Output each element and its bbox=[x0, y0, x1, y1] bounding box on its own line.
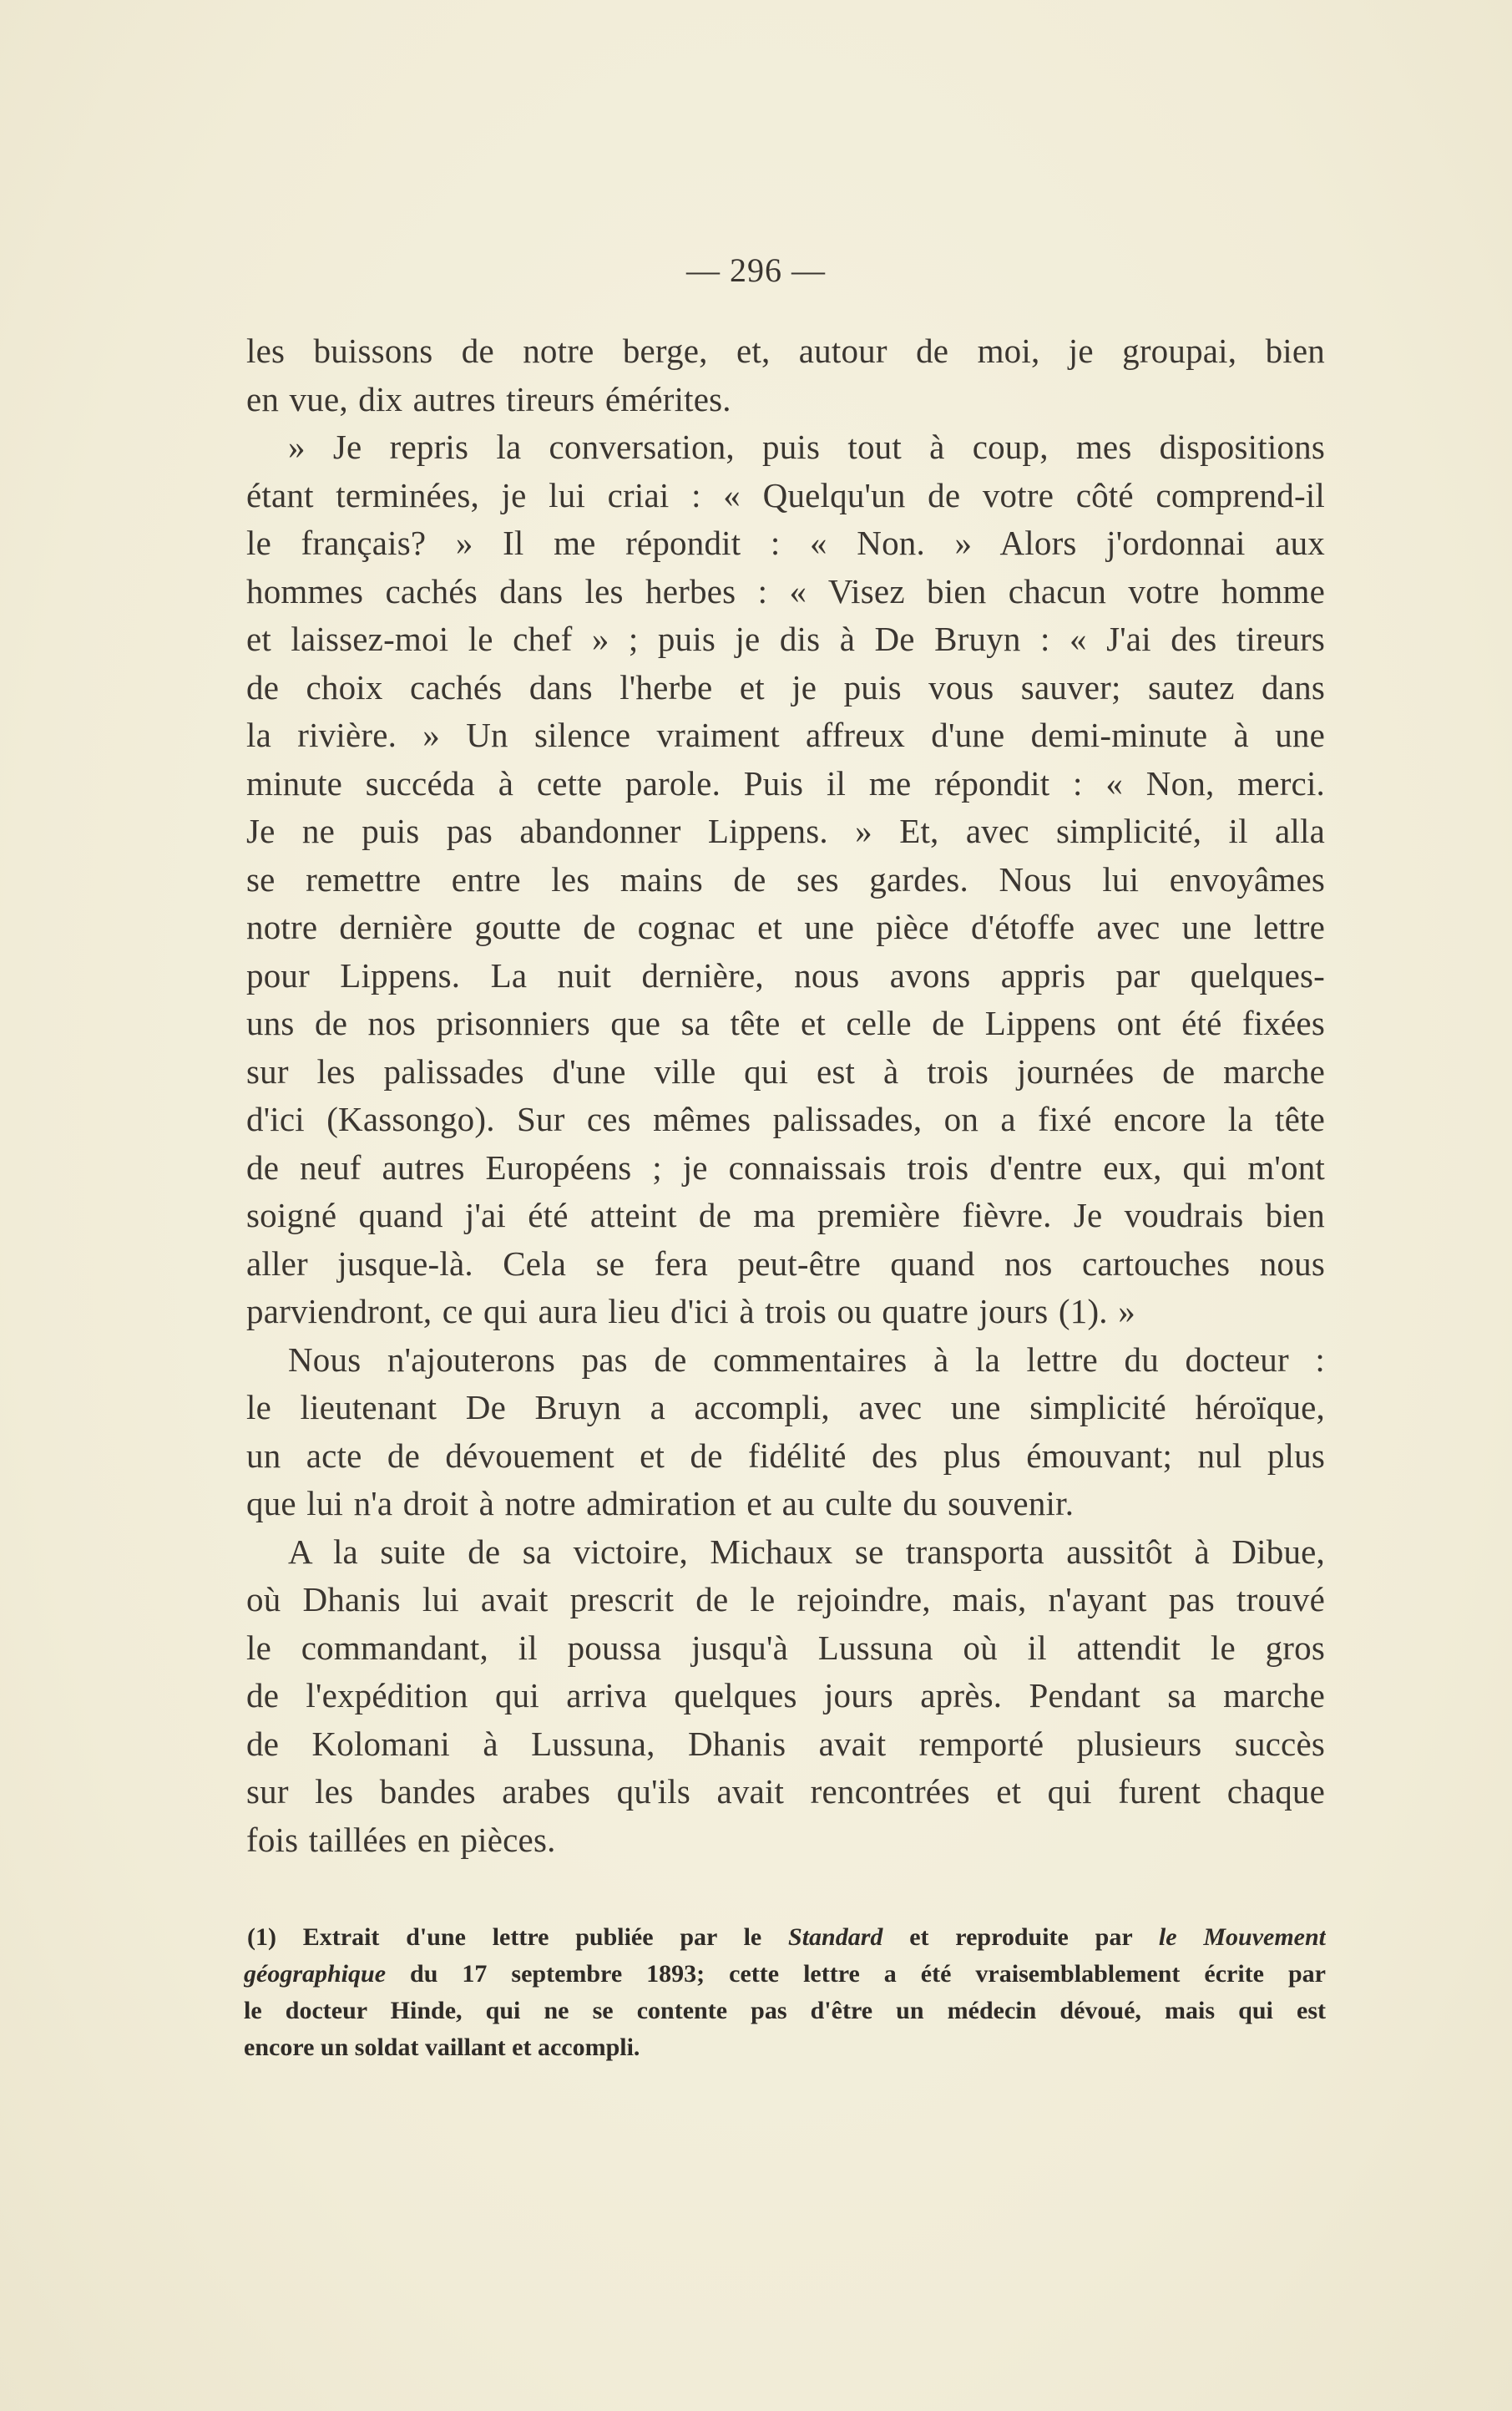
text-line: que lui n'a droit à notre admiration et au culte du souvenir. bbox=[246, 1484, 1075, 1522]
text-line: où Dhanis lui avait prescrit de le rejoindre, mais, n'ayant pas trouvé bbox=[246, 1580, 1325, 1618]
text-line: Nous n'ajouterons pas de commentaires à la lettre du docteur : bbox=[288, 1340, 1325, 1379]
text-line: minute succéda à cette parole. Puis il me répondit : « Non, merci. bbox=[246, 763, 1325, 803]
text-line: notre dernière goutte de cognac et une pièce d'étoffe avec une lettre bbox=[246, 908, 1325, 946]
text-line: et laissez-moi le chef » ; puis je dis à De Bruyn : « J'ai des tireurs bbox=[246, 620, 1325, 658]
footnote-line bbox=[244, 2029, 1326, 2066]
footnote-text: du 17 septembre 1893; cette lettre a été vraisemblablement écrite par bbox=[386, 1960, 1326, 1988]
text-line: sur les bandes arabes qu'ils avait rencontrées et qui furent chaque bbox=[246, 1772, 1325, 1811]
italic-title: le Mouvement bbox=[1158, 1923, 1326, 1951]
footnote-line bbox=[244, 1956, 1326, 1993]
text-line: étant terminées, je lui criai : « Quelqu'un de votre côté comprend-il bbox=[246, 475, 1325, 514]
text-line: en vue, dix autres tireurs émérites. bbox=[246, 379, 731, 418]
text-line: le commandant, il poussa jusqu'à Lussuna où il attendit le gros bbox=[246, 1628, 1325, 1667]
text-line: de neuf autres Européens ; je connaissais trois d'entre eux, qui m'ont bbox=[246, 1147, 1325, 1187]
footnote-text: et reproduite par bbox=[882, 1923, 1159, 1951]
text-line: le lieutenant De Bruyn a accompli, avec une simplicité héroïque, bbox=[246, 1388, 1325, 1426]
footnote-text: le docteur Hinde, qui ne se contente pas d'être un médecin dévoué, mais qui est bbox=[244, 1997, 1326, 2024]
text-line: uns de nos prisonniers que sa tête et celle de Lippens ont été fixées bbox=[246, 1004, 1325, 1042]
text-line: la rivière. » Un silence vraiment affreux d'une demi-minute à une bbox=[246, 716, 1325, 754]
text-line: aller jusque-là. Cela se fera peut-être quand nos cartouches nous bbox=[246, 1243, 1325, 1283]
footnote bbox=[244, 1919, 1326, 2066]
text-line: les buissons de notre berge, et, autour de moi, je groupai, bien bbox=[246, 332, 1325, 370]
text-line: parviendront, ce qui aura lieu d'ici à trois ou quatre jours (1). » bbox=[246, 1292, 1135, 1330]
text-line: d'ici (Kassongo). Sur ces mêmes palissades, on a fixé encore la tête bbox=[246, 1100, 1325, 1138]
text-line: Je ne puis pas abandonner Lippens. » Et, avec simplicité, il alla bbox=[246, 812, 1325, 850]
text-line: fois taillées en pièces. bbox=[246, 1820, 556, 1859]
page-number: — 296 — bbox=[686, 251, 826, 289]
text-line: un acte de dévouement et de fidélité des plus émouvant; nul plus bbox=[246, 1436, 1325, 1475]
footnote-line bbox=[244, 1993, 1326, 2029]
footnote-text: (1) Extrait d'une lettre publiée par le bbox=[247, 1923, 789, 1951]
text-line: le français? » Il me répondit : « Non. » Alors j'ordonnai aux bbox=[246, 524, 1325, 562]
text-line: se remettre entre les mains de ses gardes. Nous lui envoyâmes bbox=[246, 859, 1325, 899]
text-line: soigné quand j'ai été atteint de ma première fièvre. Je voudrais bien bbox=[246, 1196, 1325, 1234]
text-line: de l'expédition qui arriva quelques jours après. Pendant sa marche bbox=[246, 1676, 1325, 1715]
text-line: sur les palissades d'une ville qui est à trois journées de marche bbox=[246, 1051, 1325, 1091]
italic-title: Standard bbox=[788, 1923, 883, 1951]
text-line: » Je repris la conversation, puis tout à coup, mes dispositions bbox=[288, 428, 1325, 466]
footnote-line bbox=[244, 1919, 1326, 1956]
text-line: A la suite de sa victoire, Michaux se transporta aussitôt à Dibue, bbox=[288, 1532, 1325, 1571]
text-line: de choix cachés dans l'herbe et je puis vous sauver; sautez dans bbox=[246, 667, 1325, 707]
text-line: pour Lippens. La nuit dernière, nous avons appris par quelques- bbox=[246, 955, 1325, 995]
body-text bbox=[246, 327, 1325, 1864]
footnote-text: encore un soldat vaillant et accompli. bbox=[244, 2034, 640, 2061]
text-line: hommes cachés dans les herbes : « Visez bien chacun votre homme bbox=[246, 571, 1325, 610]
italic-title: géographique bbox=[244, 1960, 387, 1988]
text-line: de Kolomani à Lussuna, Dhanis avait remporté plusieurs succès bbox=[246, 1724, 1325, 1763]
